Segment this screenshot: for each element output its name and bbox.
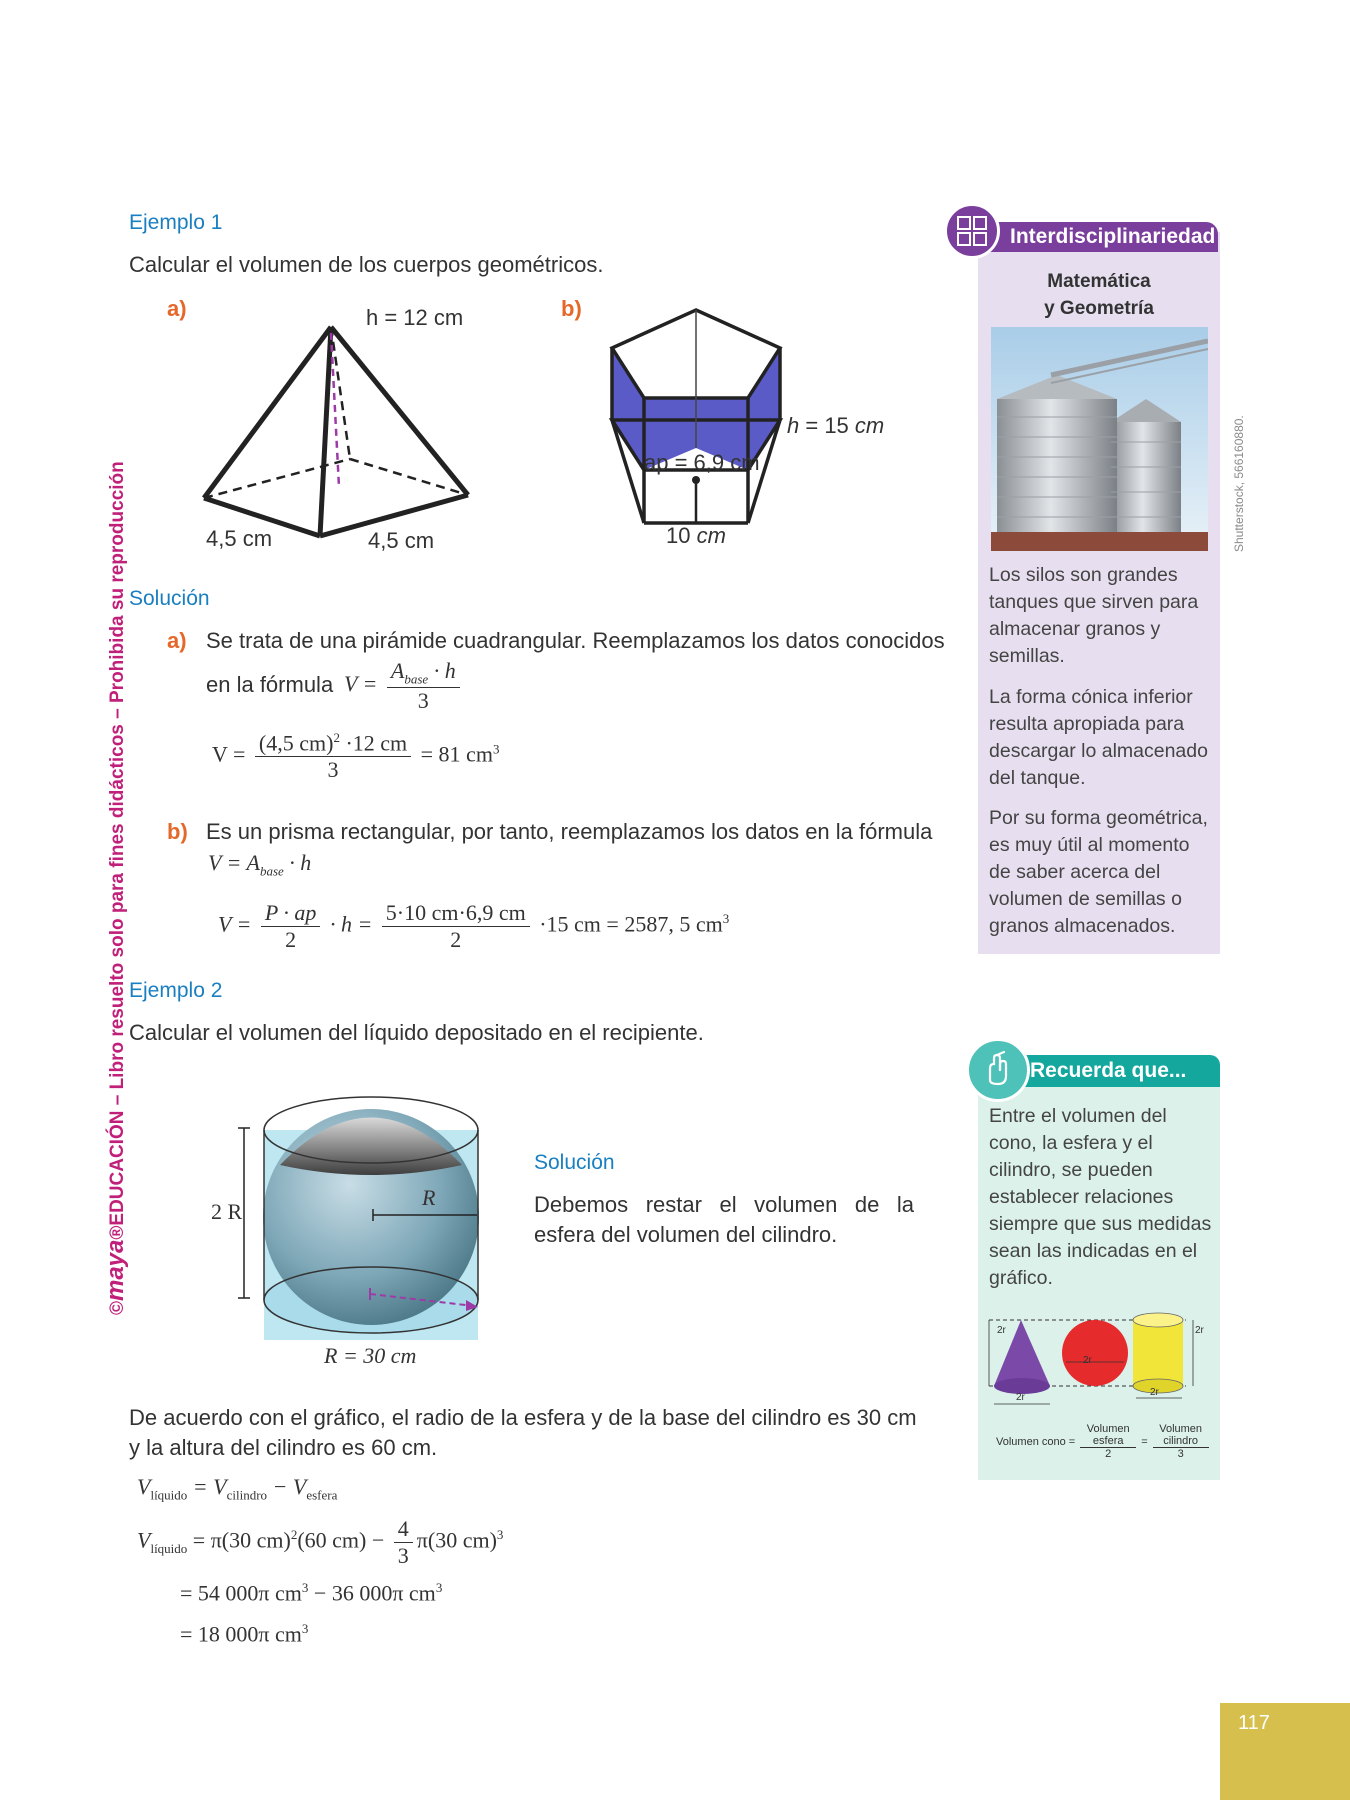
- prism-formula-v: V = A: [208, 850, 260, 875]
- remember-header-text: Recuerda que...: [1030, 1059, 1187, 1082]
- eq2-sub: líquido: [150, 1540, 188, 1556]
- photo-credit: Shutterstock, 566160880.: [1232, 415, 1246, 552]
- interdisciplinary-title: [978, 268, 1220, 322]
- eq2-frac-num: 4: [394, 1516, 413, 1543]
- eq1-sub2: cilindro: [226, 1487, 268, 1503]
- eq1-rest2: − V: [267, 1474, 307, 1499]
- formula-base-sub: base: [404, 671, 429, 687]
- formula-mid-den: 2: [1105, 1448, 1112, 1460]
- eq3-rest: − 36 000π cm: [308, 1580, 436, 1606]
- example2-explanation-1: De acuerdo con el gráfico, el radio de la esfera y de la base del cilindro es 30 cm: [129, 1405, 917, 1430]
- prism-calc-den1: 2: [285, 927, 297, 952]
- prism-calc-den2: 2: [450, 927, 462, 952]
- prism-calc-end-sup: 3: [722, 911, 730, 927]
- example2-heading: Ejemplo 2: [129, 979, 223, 1002]
- pyramid-side-left: 4,5 cm: [206, 526, 273, 551]
- brand-name: maya: [102, 1239, 129, 1301]
- prism-calc-num2: 5·10 cm·6,9 cm: [382, 900, 530, 927]
- figure-base-label: R = 30 cm: [324, 1343, 417, 1368]
- liquid-volume-result: [180, 1621, 308, 1647]
- copyright-symbol: ©: [107, 1301, 128, 1315]
- cylinder-sphere-figure: [200, 1080, 500, 1340]
- eq2-rest2: (60 cm) −: [297, 1527, 385, 1553]
- prism-volume-formula: [208, 850, 311, 879]
- interdisciplinary-header-text: Interdisciplinariedad: [1010, 225, 1216, 248]
- prism-formula-end: · h: [283, 850, 312, 875]
- eq2-sup2: 3: [496, 1527, 504, 1543]
- interdisciplinary-paragraph-2: La forma cónica inferior resulta apropiada para descargar lo almacenado del tanque.: [989, 686, 1208, 789]
- formula-height: · h: [428, 658, 456, 683]
- prism-base-value: 10: [666, 523, 697, 548]
- prism-base-unit: cm: [696, 523, 726, 548]
- prism-base-label: [666, 523, 726, 549]
- solution1-a-label: a): [167, 628, 187, 653]
- prism-height-value: = 15: [799, 413, 855, 438]
- solution1-heading: Solución: [129, 587, 210, 610]
- eq1-rest: = V: [187, 1474, 227, 1499]
- cone-sphere-cylinder-figure: [986, 1310, 1216, 1422]
- pyramid-volume-formula: [344, 658, 464, 714]
- remember-text: Entre el volumen del cono, la esfera y el cilindro, se pueden establecer relaciones siempre que sus medidas sean las indicadas en el gráfico.: [989, 1105, 1212, 1289]
- credit-text: EDUCACIÓN – Libro resuelto solo para fines didácticos – Prohibida su reproducción: [107, 461, 128, 1226]
- eq1-sub: líquido: [150, 1487, 188, 1503]
- puzzle-icon: [944, 203, 1000, 259]
- eq3: = 54 000π cm: [180, 1580, 302, 1606]
- pyramid-side-right: 4,5 cm: [368, 528, 435, 553]
- prism-calc-num1: P · ap: [261, 900, 321, 927]
- eq2-frac-den: 3: [397, 1543, 409, 1568]
- cone-base-label: 2r: [1016, 1392, 1025, 1403]
- formula-right-den: 3: [1177, 1448, 1184, 1460]
- formula-v: V =: [344, 671, 378, 697]
- formula-right-num: Volumen cilindro: [1153, 1423, 1209, 1448]
- figure-radius-label: R: [422, 1185, 436, 1210]
- calc-result-sup: 3: [492, 741, 500, 757]
- pyramid-figure: [190, 315, 480, 545]
- prism-volume-calc: [218, 900, 729, 953]
- figure-b-label: b): [561, 296, 582, 321]
- example2-explanation-2: y la altura del cilindro es 60 cm.: [129, 1435, 438, 1460]
- figure-a-label: a): [167, 296, 187, 321]
- eq1-sub3: esfera: [306, 1487, 338, 1503]
- solution1-a-text: Se trata de una pirámide cuadrangular. Reemplazamos los datos conocidos: [206, 628, 945, 653]
- eq1-v: V: [137, 1474, 151, 1499]
- formula-denominator: 3: [417, 688, 429, 714]
- prism-calc-v: V =: [218, 911, 252, 937]
- solution2-text: Debemos restar el volumen de la esfera del volumen del cilindro.: [534, 1192, 914, 1247]
- eq2-sup: 2: [290, 1527, 298, 1543]
- eq2-rest: = π(30 cm): [187, 1527, 291, 1553]
- registered-symbol: ®: [107, 1225, 128, 1240]
- solution1-b-label: b): [167, 819, 188, 844]
- prism-calc-end: ·15 cm = 2587, 5 cm: [539, 911, 723, 937]
- page-number: 117: [1238, 1712, 1270, 1734]
- interdisciplinary-title-2: y Geometría: [1044, 298, 1154, 319]
- sphere-diameter-label: 2r: [1083, 1355, 1092, 1366]
- pyramid-height-label: h = 12 cm: [366, 305, 464, 330]
- prism-apothem-label: ap = 6,9 cm: [644, 450, 760, 475]
- solution1-a-text-2: en la fórmula: [206, 672, 334, 697]
- interdisciplinary-paragraph-3: Por su forma geométrica, es muy útil al momento de saber acerca del volumen de semillas o granos almacenados.: [989, 807, 1208, 937]
- prism-figure: [606, 305, 786, 525]
- figure-height-label: 2 R: [211, 1199, 243, 1224]
- hand-icon: [966, 1038, 1030, 1102]
- eq2-v: V: [137, 1527, 151, 1553]
- example1-heading: Ejemplo 1: [129, 211, 223, 234]
- pyramid-volume-calc: [212, 730, 499, 783]
- calc-result: = 81 cm: [420, 741, 493, 767]
- prism-formula-sub: base: [259, 863, 284, 879]
- cone-height-label: 2r: [997, 1325, 1006, 1336]
- liquid-volume-substitution: [137, 1516, 503, 1569]
- eq4-sup: 3: [301, 1621, 309, 1636]
- interdisciplinary-title-1: Matemática: [1047, 271, 1151, 292]
- formula-mid-num: Volumen esfera: [1080, 1423, 1136, 1448]
- prism-calc-mid: · h =: [329, 911, 373, 937]
- interdisciplinary-header: [978, 222, 1218, 252]
- formula-eq: =: [1141, 1435, 1148, 1448]
- prism-height-symbol: h: [787, 413, 800, 438]
- solution2-heading: Solución: [534, 1151, 615, 1174]
- cylinder-base-label: 2r: [1150, 1387, 1159, 1398]
- silo-photo: [991, 327, 1208, 551]
- prism-height-label: [787, 413, 884, 439]
- liquid-volume-equation: [137, 1474, 337, 1503]
- formula-area: A: [390, 658, 405, 683]
- calc-numerator: (4,5 cm): [258, 730, 334, 756]
- copyright-credit: [102, 461, 130, 1315]
- eq3-sup: 3: [301, 1580, 309, 1595]
- eq2-rest3: π(30 cm): [416, 1527, 497, 1553]
- example2-statement: Calcular el volumen del líquido depositado en el recipiente.: [129, 1020, 704, 1045]
- example1-statement: Calcular el volumen de los cuerpos geométricos.: [129, 252, 604, 277]
- calc-numerator-rest: ·12 cm: [339, 730, 408, 756]
- formula-left: Volumen cono =: [996, 1435, 1076, 1448]
- liquid-volume-step: [180, 1580, 442, 1606]
- volume-relation-formula: [996, 1423, 1211, 1460]
- eq3-sup2: 3: [435, 1580, 443, 1595]
- interdisciplinary-paragraph-1: Los silos son grandes tanques que sirven para almacenar granos y semillas.: [989, 564, 1199, 667]
- cylinder-height-label: 2r: [1195, 1325, 1204, 1336]
- calc-numerator-sup: 2: [333, 730, 340, 745]
- calc-denominator: 3: [327, 757, 339, 783]
- solution1-b-text: Es un prisma rectangular, por tanto, reemplazamos los datos en la fórmula: [206, 819, 933, 844]
- calc-v: V =: [212, 741, 246, 767]
- prism-height-unit: cm: [854, 413, 885, 438]
- eq4: = 18 000π cm: [180, 1621, 302, 1647]
